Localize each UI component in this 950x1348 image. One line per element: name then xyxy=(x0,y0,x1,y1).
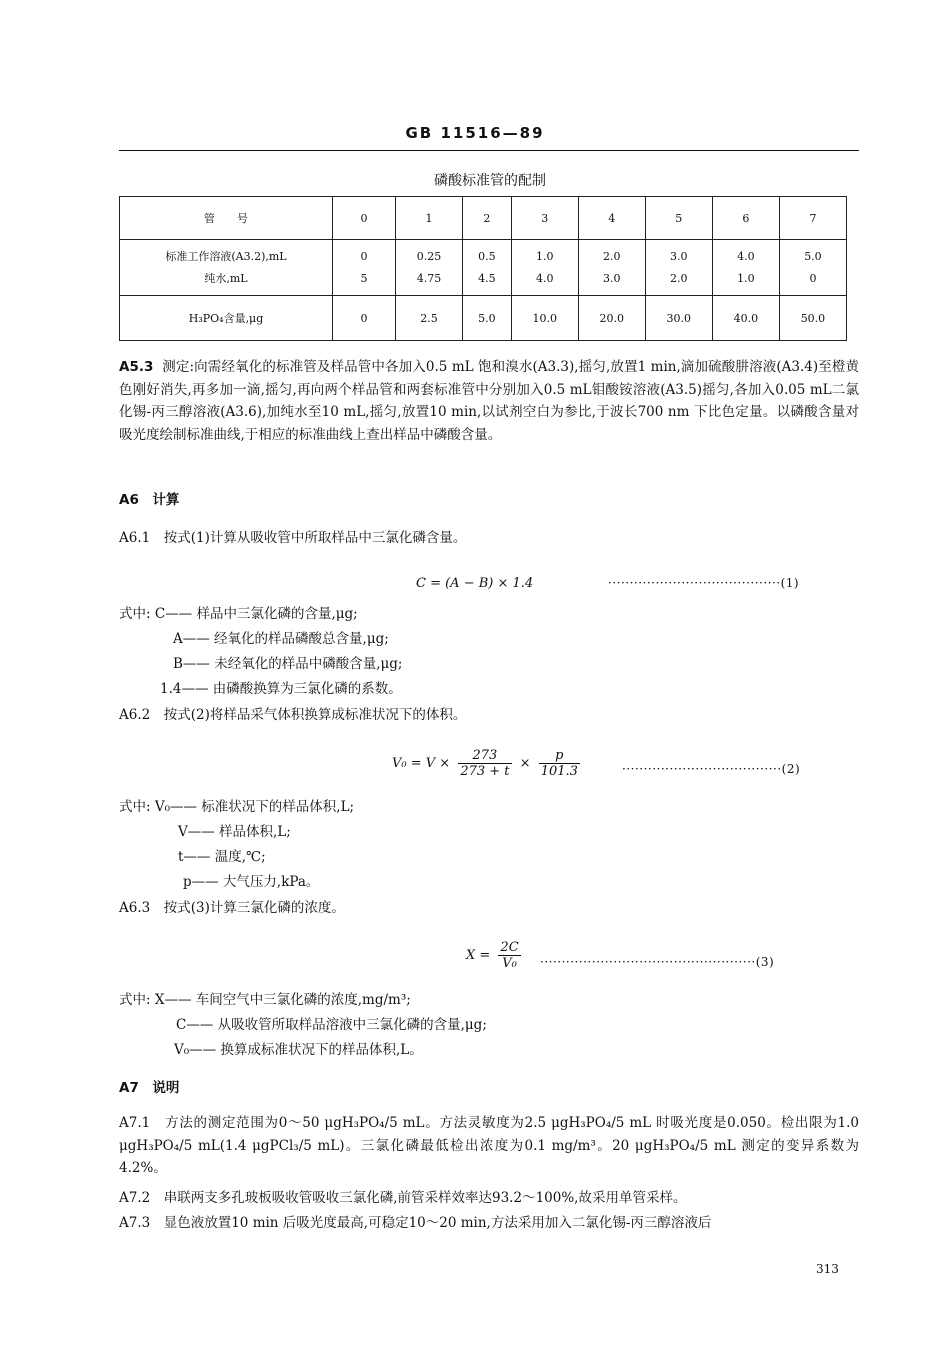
section-a6-1: A6.1 按式(1)计算从吸收管中所取样品中三氯化磷含量。 xyxy=(119,530,467,546)
content-cell: 10.0 xyxy=(511,296,578,341)
section-a5-3-label: A5.3 xyxy=(119,359,154,375)
tube-number-cell: 7 xyxy=(779,197,846,240)
tube-number-cell: 3 xyxy=(511,197,578,240)
formula-2 xyxy=(392,748,584,779)
legend-1-line: 1.4—— 由磷酸换算为三氯化磷的系数。 xyxy=(160,681,402,697)
section-a6-3: A6.3 按式(3)计算三氯化磷的浓度。 xyxy=(119,900,345,916)
section-a6-heading: A6 计算 xyxy=(119,492,180,508)
formula-2-number: (2) xyxy=(781,762,801,776)
formula-2-lhs: V₀ = V × xyxy=(392,756,451,771)
page-header-standard-number: GB 11516—89 xyxy=(405,124,545,142)
formula-1-number: (1) xyxy=(780,576,800,590)
section-a5-3-text: 测定:向需经氧化的标准管及样品管中各加入0.5 mL 饱和溴水(A3.3),摇匀,放置1 min,滴加硫酸肼溶液(A3.4)至橙黄色刚好消失,再多加一滴,摇匀,再向两个样品管和两套标准管中分别加入0.5 mL钼酸铵溶液(A3.5)摇匀,各加入0.05 mL二氯化锡-丙三醇溶液(A3.6),加纯水至10 mL,摇匀,放置10 min,以试剂空白为参比,于波长700 nm 下比色定量。以磷酸含量对吸光度绘制标准曲线,于相应的标准曲线上查出样品中磷酸含量。 xyxy=(119,359,859,443)
tube-number-cell: 6 xyxy=(712,197,779,240)
legend-2-line: 式中: V₀—— 标准状况下的样品体积,L; xyxy=(119,799,355,815)
phosphoric-acid-standard-table xyxy=(119,196,847,341)
legend-2-line: p—— 大气压力,kPa。 xyxy=(183,874,320,890)
volume-cell: 1.0 4.0 xyxy=(511,240,578,296)
formula-1-leader: ········································(1) xyxy=(608,576,800,590)
header-divider xyxy=(119,150,859,151)
formula-2-fraction-pressure: $\frac{p}{101.3}$ xyxy=(540,748,578,779)
volume-cell: 4.0 1.0 xyxy=(712,240,779,296)
formula-3 xyxy=(466,940,525,971)
tube-number-cell: 0 xyxy=(333,197,396,240)
pure-water-label: 纯水,mL xyxy=(204,271,248,285)
tube-number-header: 管 号 xyxy=(120,197,333,240)
formula-3-lhs: X = xyxy=(466,948,491,963)
formula-3-number: (3) xyxy=(755,955,775,969)
tube-number-cell: 1 xyxy=(396,197,463,240)
formula-2-leader: ·····································(2) xyxy=(622,762,801,776)
content-cell: 2.5 xyxy=(396,296,463,341)
content-cell: 30.0 xyxy=(645,296,712,341)
volume-cell: 0 5 xyxy=(333,240,396,296)
content-cell: 0 xyxy=(333,296,396,341)
content-cell: 5.0 xyxy=(463,296,512,341)
volume-cell: 0.5 4.5 xyxy=(463,240,512,296)
legend-2-line: V—— 样品体积,L; xyxy=(178,824,291,840)
legend-3-line: V₀—— 换算成标准状况下的样品体积,L。 xyxy=(174,1042,423,1058)
legend-1-line: 式中: C—— 样品中三氯化磷的含量,μg; xyxy=(119,606,358,622)
tube-number-cell: 5 xyxy=(645,197,712,240)
legend-3-line: C—— 从吸收管所取样品溶液中三氯化磷的含量,μg; xyxy=(176,1017,487,1033)
volume-cell: 3.0 2.0 xyxy=(645,240,712,296)
table-header-row xyxy=(120,197,847,240)
volume-row-labels xyxy=(120,240,333,296)
table-caption: 磷酸标准管的配制 xyxy=(434,173,546,189)
volume-cell: 0.25 4.75 xyxy=(396,240,463,296)
legend-2-line: t—— 温度,℃; xyxy=(178,849,266,865)
tube-number-cell: 2 xyxy=(463,197,512,240)
section-a6-2: A6.2 按式(2)将样品采气体积换算成标准状况下的体积。 xyxy=(119,707,467,723)
volume-cell: 5.0 0 xyxy=(779,240,846,296)
legend-1-line: A—— 经氧化的样品磷酸总含量,μg; xyxy=(173,631,389,647)
table-row-volumes xyxy=(120,240,847,296)
section-a7-heading: A7 说明 xyxy=(119,1080,180,1096)
table-row-content xyxy=(120,296,847,341)
legend-1-line: B—— 未经氧化的样品中磷酸含量,μg; xyxy=(173,656,403,672)
legend-3-line: 式中: X—— 车间空气中三氯化磷的浓度,mg/m³; xyxy=(119,992,411,1008)
section-a7-2: A7.2 串联两支多孔玻板吸收管吸收三氯化磷,前管采样效率达93.2～100%,故采用单管采样。 xyxy=(119,1190,687,1206)
content-cell: 40.0 xyxy=(712,296,779,341)
formula-3-leader: ··················································(3) xyxy=(540,955,775,969)
formula-1: C = (A − B) × 1.4 xyxy=(416,576,534,591)
content-cell: 20.0 xyxy=(578,296,645,341)
volume-cell: 2.0 3.0 xyxy=(578,240,645,296)
page-number: 313 xyxy=(816,1262,839,1276)
formula-2-times: × xyxy=(519,756,531,771)
section-a7-1: A7.1 方法的测定范围为0～50 μgH₃PO₄/5 mL。方法灵敏度为2.5 μgH₃PO₄/5 mL 时吸光度是0.050。检出限为1.0 μgH₃PO₄/5 mL(1.4 μgPCl₃/5 mL)。三氯化磷最低检出浓度为0.1 mg/m³。20 μgH₃PO₄/5 mL 测定的变异系数为4.2%。 xyxy=(119,1115,859,1176)
tube-number-cell: 4 xyxy=(578,197,645,240)
formula-3-fraction: $\frac{2C}{\text{V₀}}$ xyxy=(500,940,519,971)
content-cell: 50.0 xyxy=(779,296,846,341)
section-a5-3 xyxy=(119,356,859,446)
standard-solution-label: 标准工作溶液(A3.2),mL xyxy=(165,249,287,263)
formula-2-fraction-temperature: $\frac{273}{273 + t}$ xyxy=(460,748,510,779)
section-a7-3: A7.3 显色液放置10 min 后吸光度最高,可稳定10～20 min,方法采用加入二氯化锡-丙三醇溶液后 xyxy=(119,1215,712,1231)
h3po4-content-label: H₃PO₄含量,μg xyxy=(120,296,333,341)
